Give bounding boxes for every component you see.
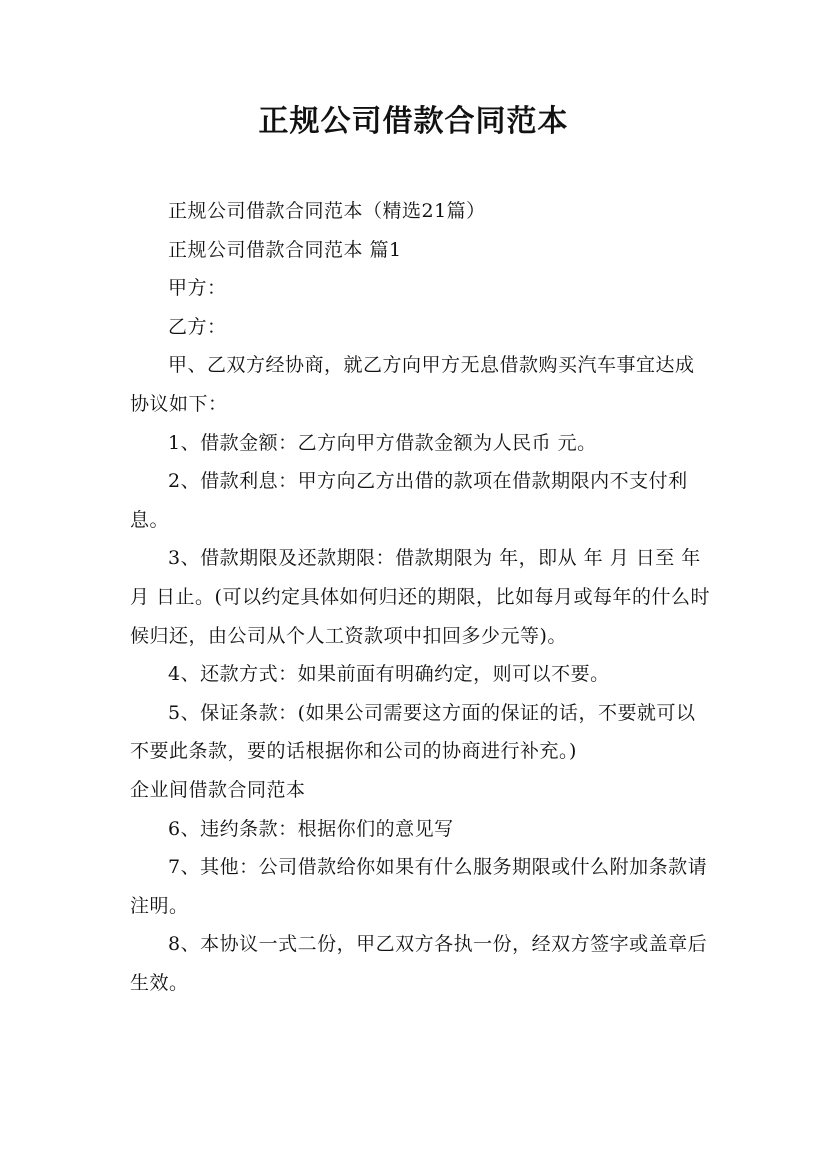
paragraph-clause-4: 4、还款方式：如果前面有明确约定，则可以不要。	[168, 663, 610, 686]
paragraph-clause-5: 5、保证条款：(如果公司需要这方面的保证的话，不要就可以不要此条款，要的话根据你和公司的协商进行补充。)	[130, 701, 696, 763]
paragraph-subtitle: 正规公司借款合同范本（精选21篇）	[168, 200, 486, 222]
paragraph-intro: 甲、乙双方经协商，就乙方向甲方无息借款购买汽车事宜达成协议如下：	[130, 354, 695, 415]
paragraph-party-a: 甲方：	[168, 277, 227, 300]
paragraph-section-heading: 正规公司借款合同范本 篇1	[168, 238, 402, 261]
document-body	[130, 192, 710, 1002]
paragraph-clause-3: 3、借款期限及还款期限：借款期限为 年，即从 年 月 日至 年 月 日止。(可以约定具体如何归还的期限，比如每月或每年的什么时候归还，由公司从个人工资款项中扣回多少元等)。	[130, 547, 710, 647]
document-title: 正规公司借款合同范本	[258, 104, 569, 139]
paragraph-clause-1: 1、借款金额：乙方向甲方借款金额为人民币 元。	[168, 431, 597, 454]
paragraph-clause-6: 6、违约条款：根据你们的意见写	[168, 817, 454, 840]
paragraph-party-b: 乙方：	[168, 315, 227, 338]
paragraph-clause-2: 2、借款利息：甲方向乙方出借的款项在借款期限内不支付利息。	[130, 470, 688, 531]
paragraph-clause-8: 8、本协议一式二份，甲乙双方各执一份，经双方签字或盖章后生效。	[130, 933, 708, 994]
paragraph-inline-heading: 企业间借款合同范本	[130, 778, 306, 801]
paragraph-clause-7: 7、其他：公司借款给你如果有什么服务期限或什么附加条款请注明。	[130, 856, 708, 917]
